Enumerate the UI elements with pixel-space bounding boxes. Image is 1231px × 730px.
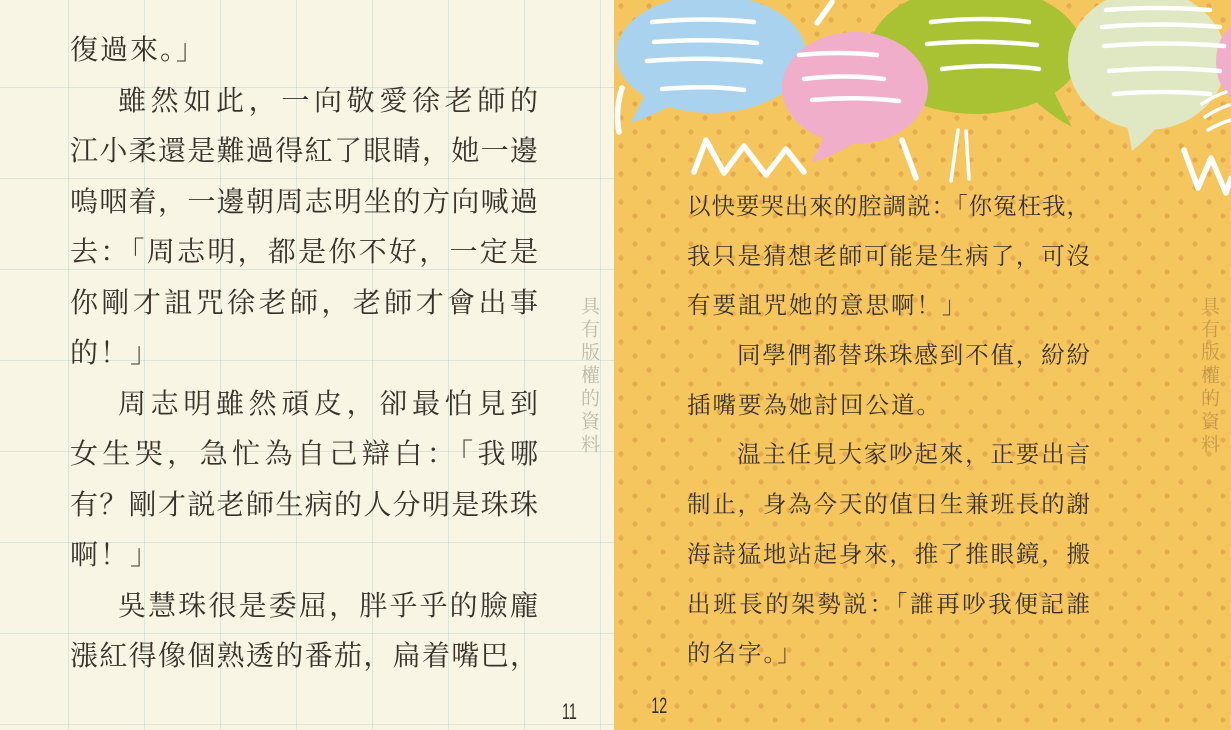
text-line: 漲紅得像個熟透的番茄，扁着嘴巴， — [70, 639, 538, 672]
slash-doodle — [902, 140, 916, 178]
motion-arc-doodle — [1205, 105, 1229, 117]
text-line: 有要詛咒她的意思啊！」 — [687, 291, 968, 320]
text-line: 雖然如此，一向敬愛徐老師的 — [118, 83, 538, 117]
text-line: 江小柔還是難過得紅了眼睛，她一邊 — [70, 134, 538, 167]
text-line: 復過來。」 — [70, 33, 207, 66]
motion-arc-doodle — [1208, 120, 1231, 130]
text-line: 以快要哭出來的腔調説：「你冤枉我， — [687, 192, 1090, 220]
page-number: 11 — [561, 699, 577, 724]
text-line: 女生哭，急忙為自己辯白：「我哪 — [70, 437, 538, 470]
text-line: 去：「周志明，都是你不好，一定是 — [70, 235, 538, 268]
zigzag-doodle — [694, 140, 804, 175]
text-line: 的！」 — [70, 336, 161, 369]
text-line: 嗚咽着，一邊朝周志明坐的方向喊過 — [70, 184, 538, 218]
text-line: 插嘴要為她討回公道。 — [687, 390, 942, 419]
text-line: 出班長的架勢説：「誰再吵我便記誰 — [687, 589, 1090, 618]
ray-doodle — [966, 131, 969, 179]
left-page — [0, 0, 614, 730]
text-line: 我只是猜想老師可能是生病了，可沒 — [687, 241, 1090, 270]
text-line: 制止，身為今天的值日生兼班長的謝 — [687, 490, 1090, 519]
text-line: 同學們都替珠珠感到不值，紛紛 — [737, 341, 1090, 370]
top-tick-doodle — [817, 2, 832, 23]
text-line: 啊！」 — [70, 538, 161, 571]
right-page-text — [687, 182, 1090, 679]
text-line: 你剛才詛咒徐老師，老師才會出事 — [70, 285, 538, 319]
w-doodle — [1184, 150, 1231, 193]
copyright-watermark: 具有版權的資料 — [578, 296, 600, 457]
text-line: 有？剛才説老師生病的人分明是珠珠 — [70, 487, 538, 521]
left-page-text — [70, 25, 538, 682]
text-line: 吳慧珠很是委屈，胖乎乎的臉龐 — [118, 588, 538, 622]
speech-bubbles-decoration — [614, 0, 1231, 200]
text-line: 的名字。」 — [687, 639, 803, 668]
curve-doodle — [618, 88, 622, 132]
text-line: 海詩猛地站起身來，推了推眼鏡，搬 — [687, 539, 1090, 568]
ray-doodle — [951, 130, 958, 181]
text-line: 周志明雖然頑皮，卻最怕見到 — [118, 386, 538, 420]
page-number: 12 — [651, 693, 668, 718]
copyright-watermark: 具有版權的資料 — [1198, 296, 1220, 457]
text-line: 温主任見大家吵起來，正要出言 — [737, 440, 1090, 469]
